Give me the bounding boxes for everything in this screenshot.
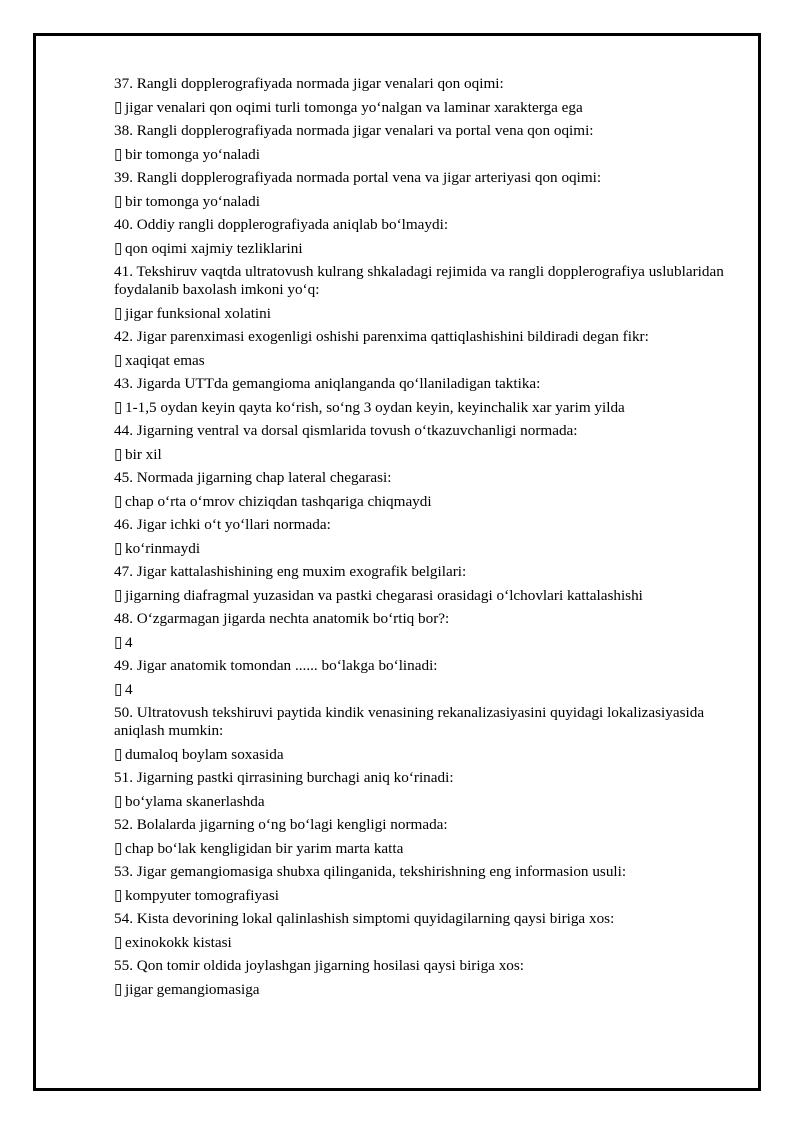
question-item [114, 516, 754, 558]
answer-bullet-icon: ▯ [114, 539, 123, 557]
answer-line [114, 446, 754, 464]
answer-bullet-icon: ▯ [114, 633, 123, 651]
answer-text: 1-1,5 oydan keyin qayta ko‘rish, so‘ng 3 oydan keyin, keyinchalik xar yarim yilda [125, 398, 625, 416]
answer-text: jigar venalari qon oqimi turli tomonga yo‘nalgan va laminar xarakterga ega [125, 98, 583, 116]
question-text: 45. Normada jigarning chap lateral chegarasi: [114, 469, 392, 486]
answer-bullet-icon: ▯ [114, 980, 123, 998]
answer-bullet-icon: ▯ [114, 445, 123, 463]
answer-text: qon oqimi xajmiy tezliklarini [125, 239, 303, 257]
answer-text: bir tomonga yo‘naladi [125, 145, 260, 163]
question-list [114, 75, 754, 1004]
question-item [114, 769, 754, 811]
answer-line [114, 840, 754, 858]
question-text: 48. O‘zgarmagan jigarda nechta anatomik bo‘rtiq bor?: [114, 610, 450, 627]
question-item [114, 169, 754, 211]
answer-line [114, 240, 754, 258]
answer-line [114, 493, 754, 511]
answer-line [114, 352, 754, 370]
question-item [114, 328, 754, 370]
answer-bullet-icon: ▯ [114, 192, 123, 210]
question-item [114, 122, 754, 164]
answer-line [114, 981, 754, 999]
answer-text: kompyuter tomografiyasi [125, 886, 279, 904]
answer-text: chap bo‘lak kengligidan bir yarim marta katta [125, 839, 404, 857]
question-text: 44. Jigarning ventral va dorsal qismlarida tovush o‘tkazuvchanligi normada: [114, 422, 578, 439]
question-text: 40. Oddiy rangli dopplerografiyada aniqlab bo‘lmaydi: [114, 216, 449, 233]
question-item [114, 422, 754, 464]
question-item [114, 375, 754, 417]
question-item [114, 657, 754, 699]
answer-bullet-icon: ▯ [114, 239, 123, 257]
answer-bullet-icon: ▯ [114, 586, 123, 604]
answer-bullet-icon: ▯ [114, 680, 123, 698]
answer-line [114, 934, 754, 952]
answer-bullet-icon: ▯ [114, 839, 123, 857]
question-text: 52. Bolalarda jigarning o‘ng bo‘lagi kengligi normada: [114, 816, 448, 833]
question-text: 50. Ultratovush tekshiruvi paytida kindik venasining rekanalizasiyasini quyidagi lokalizasiyasida aniqlash mumkin: [114, 704, 705, 739]
answer-text: 4 [125, 680, 133, 698]
answer-text: bo‘ylama skanerlashda [125, 792, 265, 810]
question-text: 39. Rangli dopplerografiyada normada portal vena va jigar arteriyasi qon oqimi: [114, 169, 602, 186]
answer-bullet-icon: ▯ [114, 745, 123, 763]
question-text: 46. Jigar ichki o‘t yo‘llari normada: [114, 516, 331, 533]
answer-text: exinokokk kistasi [125, 933, 232, 951]
question-text: 38. Rangli dopplerografiyada normada jigar venalari va portal vena qon oqimi: [114, 122, 594, 139]
answer-text: ko‘rinmaydi [125, 539, 201, 557]
question-text: 51. Jigarning pastki qirrasining burchagi aniq ko‘rinadi: [114, 769, 454, 786]
answer-text: jigar gemangiomasiga [125, 980, 260, 998]
question-text: 43. Jigarda UTTda gemangioma aniqlanganda qo‘llaniladigan taktika: [114, 375, 541, 392]
question-text: 53. Jigar gemangiomasiga shubxa qilinganida, tekshirishning eng informasion usuli: [114, 863, 627, 880]
answer-text: jigarning diafragmal yuzasidan va pastki chegarasi orasidagi o‘lchovlari kattalashishi [125, 586, 643, 604]
question-text: 42. Jigar parenximasi exogenligi oshishi parenxima qattiqlashishini bildiradi degan fikr: [114, 328, 649, 345]
answer-bullet-icon: ▯ [114, 792, 123, 810]
question-item [114, 816, 754, 858]
answer-line [114, 681, 754, 699]
answer-line [114, 634, 754, 652]
question-item [114, 704, 754, 764]
answer-line [114, 793, 754, 811]
question-text: 47. Jigar kattalashishining eng muxim exografik belgilari: [114, 563, 467, 580]
answer-text: bir xil [125, 445, 162, 463]
answer-text: xaqiqat emas [125, 351, 205, 369]
answer-line [114, 399, 754, 417]
answer-bullet-icon: ▯ [114, 398, 123, 416]
question-item [114, 469, 754, 511]
answer-line [114, 746, 754, 764]
question-item [114, 863, 754, 905]
answer-text: dumaloq boylam soxasida [125, 745, 284, 763]
answer-bullet-icon: ▯ [114, 304, 123, 322]
question-item [114, 263, 754, 323]
question-item [114, 75, 754, 117]
answer-bullet-icon: ▯ [114, 351, 123, 369]
question-text: 37. Rangli dopplerografiyada normada jigar venalari qon oqimi: [114, 75, 504, 92]
question-text: 55. Qon tomir oldida joylashgan jigarning hosilasi qaysi biriga xos: [114, 957, 525, 974]
question-text: 49. Jigar anatomik tomondan ...... bo‘lakga bo‘linadi: [114, 657, 438, 674]
question-item [114, 216, 754, 258]
answer-line [114, 99, 754, 117]
answer-line [114, 146, 754, 164]
answer-text: 4 [125, 633, 133, 651]
answer-line [114, 887, 754, 905]
answer-bullet-icon: ▯ [114, 98, 123, 116]
answer-bullet-icon: ▯ [114, 886, 123, 904]
answer-text: chap o‘rta o‘mrov chiziqdan tashqariga chiqmaydi [125, 492, 432, 510]
question-item [114, 910, 754, 952]
answer-line [114, 193, 754, 211]
answer-bullet-icon: ▯ [114, 492, 123, 510]
question-text: 54. Kista devorining lokal qalinlashish simptomi quyidagilarning qaysi biriga xos: [114, 910, 615, 927]
question-item [114, 957, 754, 999]
answer-line [114, 587, 754, 605]
question-item [114, 563, 754, 605]
answer-bullet-icon: ▯ [114, 933, 123, 951]
answer-bullet-icon: ▯ [114, 145, 123, 163]
answer-text: bir tomonga yo‘naladi [125, 192, 260, 210]
answer-line [114, 305, 754, 323]
answer-line [114, 540, 754, 558]
question-text: 41. Tekshiruv vaqtda ultratovush kulrang shkaladagi rejimida va rangli dopplerografiya uslublaridan foydalanib baxolash imkoni yo‘q: [114, 263, 724, 298]
answer-text: jigar funksional xolatini [125, 304, 271, 322]
question-item [114, 610, 754, 652]
